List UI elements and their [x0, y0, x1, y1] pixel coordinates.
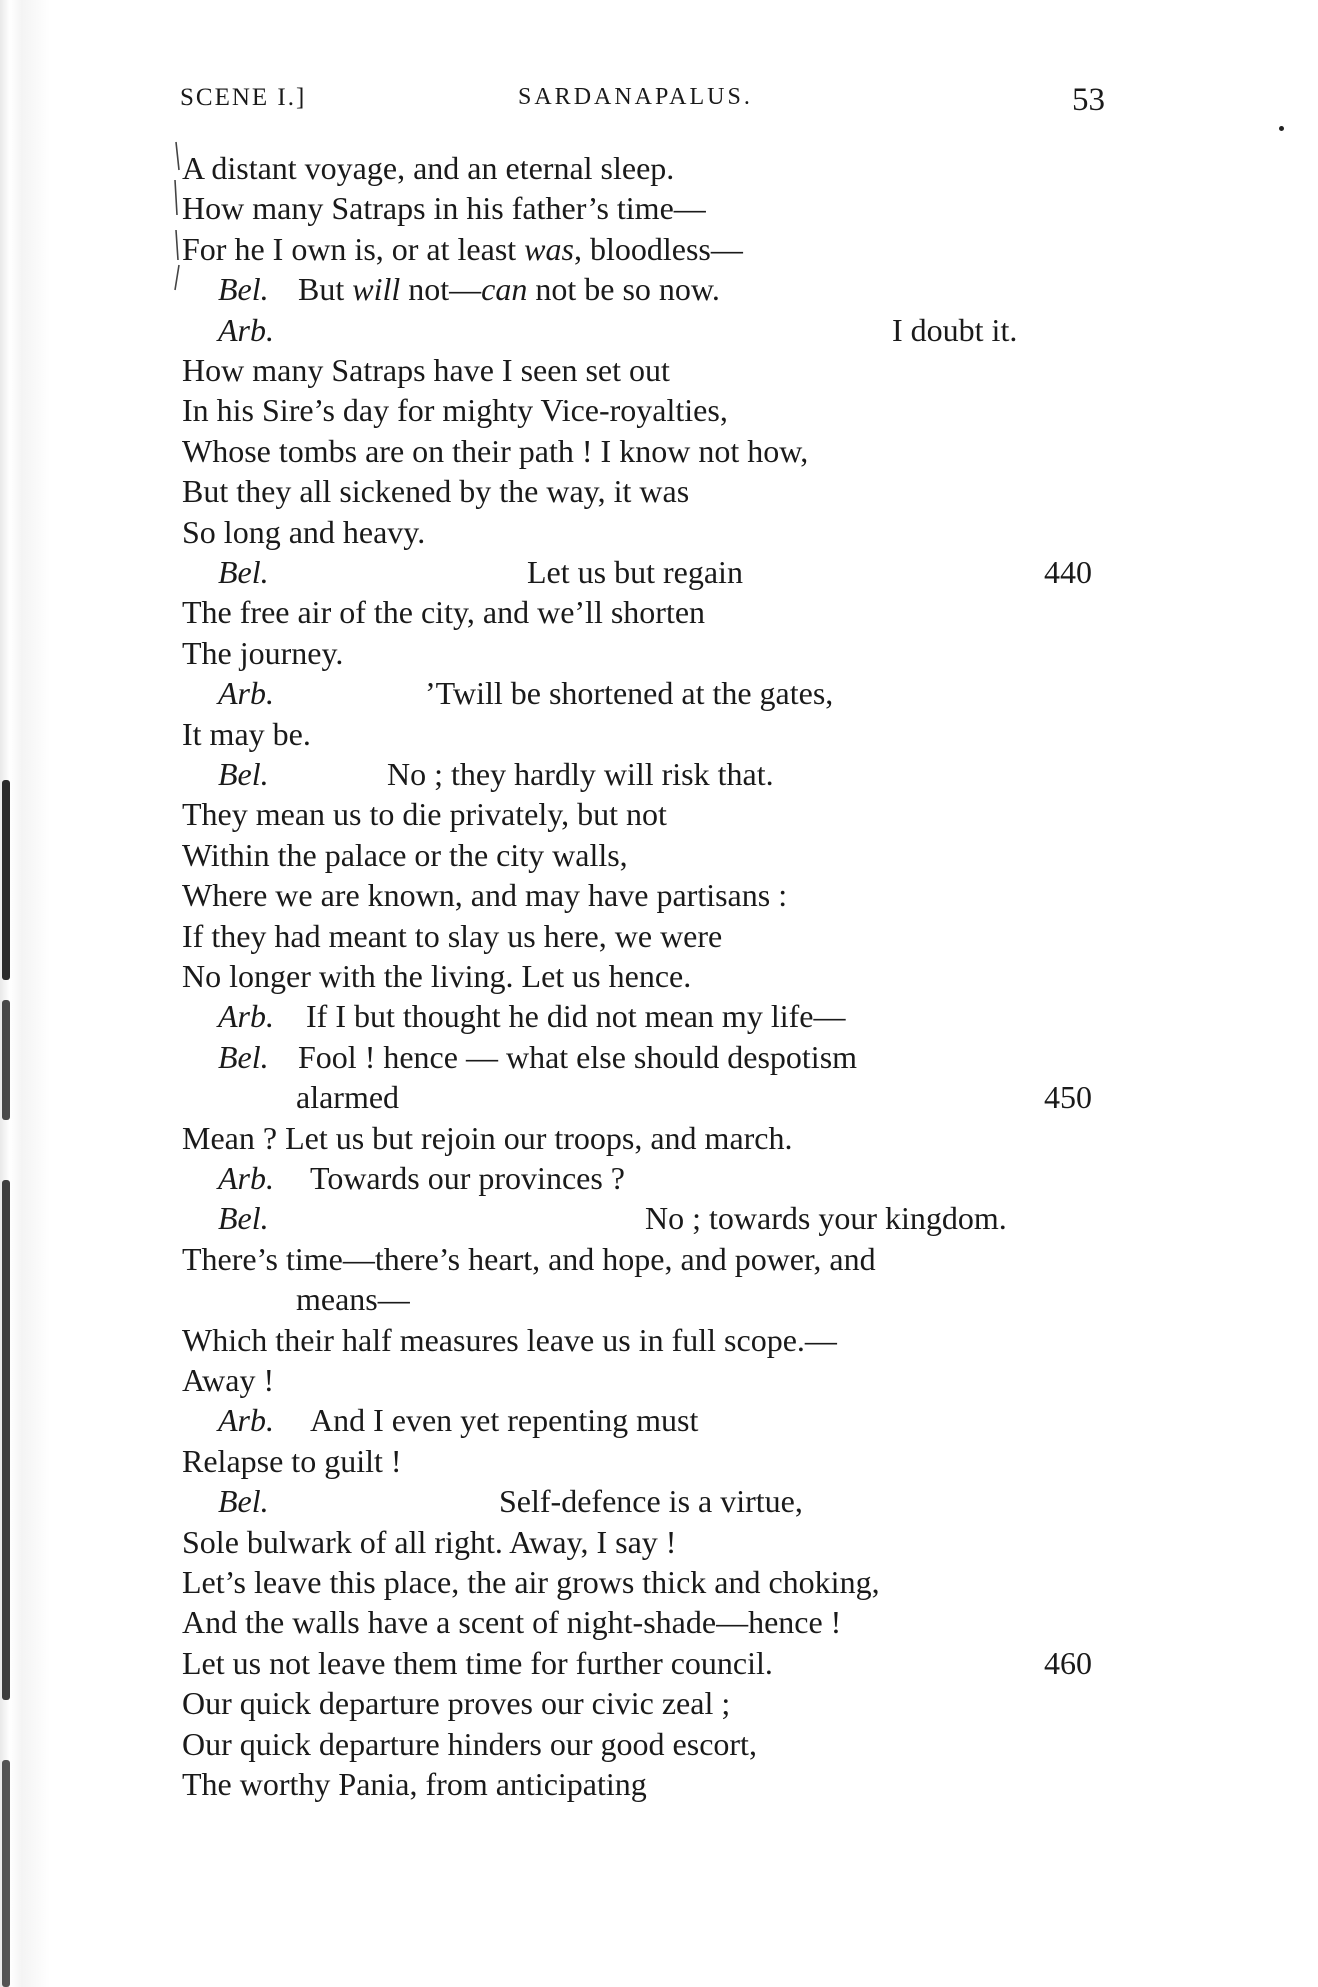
verse-line-text: Let’s leave this place, the air grows thick and choking,	[182, 1564, 880, 1600]
verse-line	[0, 1522, 1318, 1562]
verse-line-text: The journey.	[182, 634, 344, 671]
verse-line	[0, 471, 1318, 511]
verse-line	[0, 148, 1318, 188]
verse-line	[0, 633, 1318, 673]
scene-label: SCENE I.]	[180, 84, 307, 111]
verse-line	[0, 1724, 1318, 1764]
verse-line-text: Whose tombs are on their path ! I know not how,	[182, 432, 809, 469]
speaker-name: Bel.	[218, 1483, 269, 1520]
verse-line-text: How many Satraps have I seen set out	[182, 352, 670, 388]
verse-line	[0, 1562, 1318, 1602]
line-number: 450	[1044, 1079, 1092, 1116]
emphasis-text: will	[352, 271, 401, 308]
running-head	[0, 84, 1318, 124]
emphasis-text: can	[481, 271, 528, 308]
verse-line	[0, 754, 1318, 794]
verse-line	[0, 512, 1318, 552]
verse-line	[0, 350, 1318, 390]
verse-line	[0, 835, 1318, 875]
speaker-name: Arb.	[218, 998, 274, 1035]
verse-line	[0, 188, 1318, 228]
verse-line	[0, 1400, 1318, 1440]
verse-line	[0, 1320, 1318, 1360]
verse-line-text: The free air of the city, and we’ll shorten	[182, 594, 706, 631]
verse-line-text: Fool ! hence — what else should despotism	[298, 1038, 858, 1075]
page-number: 53	[1072, 82, 1105, 118]
verse-line	[0, 1360, 1318, 1400]
verse-line-text: How many Satraps in his father’s time—	[182, 190, 706, 227]
speaker-name: Bel.	[218, 756, 269, 792]
verse-line	[0, 269, 1318, 309]
verse-line	[0, 714, 1318, 754]
text-fragment: , bloodless—	[573, 230, 743, 267]
verse-line-text: Self-defence is a virtue,	[499, 1483, 803, 1520]
speaker-name: Arb.	[218, 675, 274, 712]
verse-line-text: means—	[296, 1281, 410, 1318]
verse-line-text: Away !	[182, 1362, 275, 1398]
verse-line-text: If I but thought he did not mean my life—	[306, 998, 846, 1035]
verse-line	[0, 1198, 1318, 1238]
verse-line	[0, 1643, 1318, 1683]
verse-line-text: Within the palace or the city walls,	[182, 836, 628, 873]
verse-line-text: alarmed	[296, 1079, 400, 1116]
verse-line-text: Towards our provinces ?	[310, 1160, 625, 1196]
speaker-name: Arb.	[218, 311, 274, 348]
verse-line-text: Mean ? Let us but rejoin our troops, and march.	[182, 1119, 793, 1156]
verse-line	[0, 1239, 1318, 1279]
verse-line-text: Which their half measures leave us in full scope.—	[182, 1321, 837, 1358]
verse-line	[0, 916, 1318, 956]
verse-line	[0, 875, 1318, 915]
verse-line	[0, 1279, 1318, 1319]
verse-line-text: Let us but regain	[527, 554, 743, 590]
verse-line	[0, 552, 1318, 592]
verse-line	[0, 1118, 1318, 1158]
verse-line-text: It may be.	[182, 715, 311, 752]
verse-line-text: Sole bulwark of all right. Away, I say !	[182, 1523, 677, 1560]
verse-right-text: I doubt it.	[892, 311, 1018, 348]
verse-line	[0, 1602, 1318, 1642]
verse-line-text: Where we are known, and may have partisans :	[182, 877, 788, 914]
verse-line-text: There’s time—there’s heart, and hope, and power, and	[182, 1240, 876, 1277]
verse-line-text: The worthy Pania, from anticipating	[182, 1766, 647, 1802]
verse-line	[0, 1158, 1318, 1198]
verse-line-text: Our quick departure proves our civic zeal ;	[182, 1685, 731, 1722]
verse-line	[0, 310, 1318, 350]
verse-line	[0, 431, 1318, 471]
speaker-name: Bel.	[218, 554, 269, 590]
verse-line	[0, 229, 1318, 269]
line-number: 460	[1044, 1644, 1092, 1681]
verse-line-text: So long and heavy.	[182, 513, 426, 550]
verse-line-text: A distant voyage, and an eternal sleep.	[182, 150, 675, 186]
verse-line	[0, 1037, 1318, 1077]
verse-line-text	[298, 269, 720, 309]
verse-line	[0, 592, 1318, 632]
verse-line	[0, 1441, 1318, 1481]
verse-line	[0, 956, 1318, 996]
speaker-name: Bel.	[218, 271, 269, 308]
stray-ink-dot	[1279, 126, 1284, 131]
verse-line	[0, 1764, 1318, 1804]
verse-line-text: They mean us to die privately, but not	[182, 796, 667, 833]
verse-line-text: Relapse to guilt !	[182, 1442, 402, 1479]
verse-line-text: And I even yet repenting must	[310, 1402, 699, 1439]
verse-line	[0, 794, 1318, 834]
text-fragment: For he I own is, or at least	[182, 230, 525, 267]
verse-line-text: But they all sickened by the way, it was	[182, 473, 690, 510]
verse-line-text: And the walls have a scent of night-shade—hence !	[182, 1604, 842, 1641]
verse-line	[0, 673, 1318, 713]
verse-line	[0, 996, 1318, 1036]
verse-line-text: ’Twill be shortened at the gates,	[425, 675, 834, 712]
verse-line	[0, 1481, 1318, 1521]
verse-line	[0, 390, 1318, 430]
speaker-name: Arb.	[218, 1160, 274, 1196]
text-fragment: But	[298, 271, 353, 308]
verse-line-text: Our quick departure hinders our good escort,	[182, 1725, 757, 1762]
speaker-name: Bel.	[218, 1038, 269, 1075]
verse-line-text: In his Sire’s day for mighty Vice-royalties,	[182, 392, 728, 429]
verse-line	[0, 1683, 1318, 1723]
speaker-name: Bel.	[218, 1200, 269, 1237]
verse-line-text: No ; towards your kingdom.	[645, 1200, 1007, 1237]
emphasis-text: was	[524, 230, 574, 267]
verse-line-text: If they had meant to slay us here, we were	[182, 917, 723, 954]
text-fragment: not be so now.	[527, 271, 720, 308]
verse-line-text: No longer with the living. Let us hence.	[182, 958, 692, 994]
speaker-name: Arb.	[218, 1402, 274, 1439]
verse-line-text	[182, 229, 743, 269]
verse-line-text: No ; they hardly will risk that.	[387, 756, 774, 792]
text-fragment: not—	[400, 271, 482, 308]
verse-line-text: Let us not leave them time for further council.	[182, 1644, 773, 1681]
running-title: SARDANAPALUS.	[518, 84, 753, 110]
line-number: 440	[1044, 554, 1092, 590]
verse-line	[0, 1077, 1318, 1117]
